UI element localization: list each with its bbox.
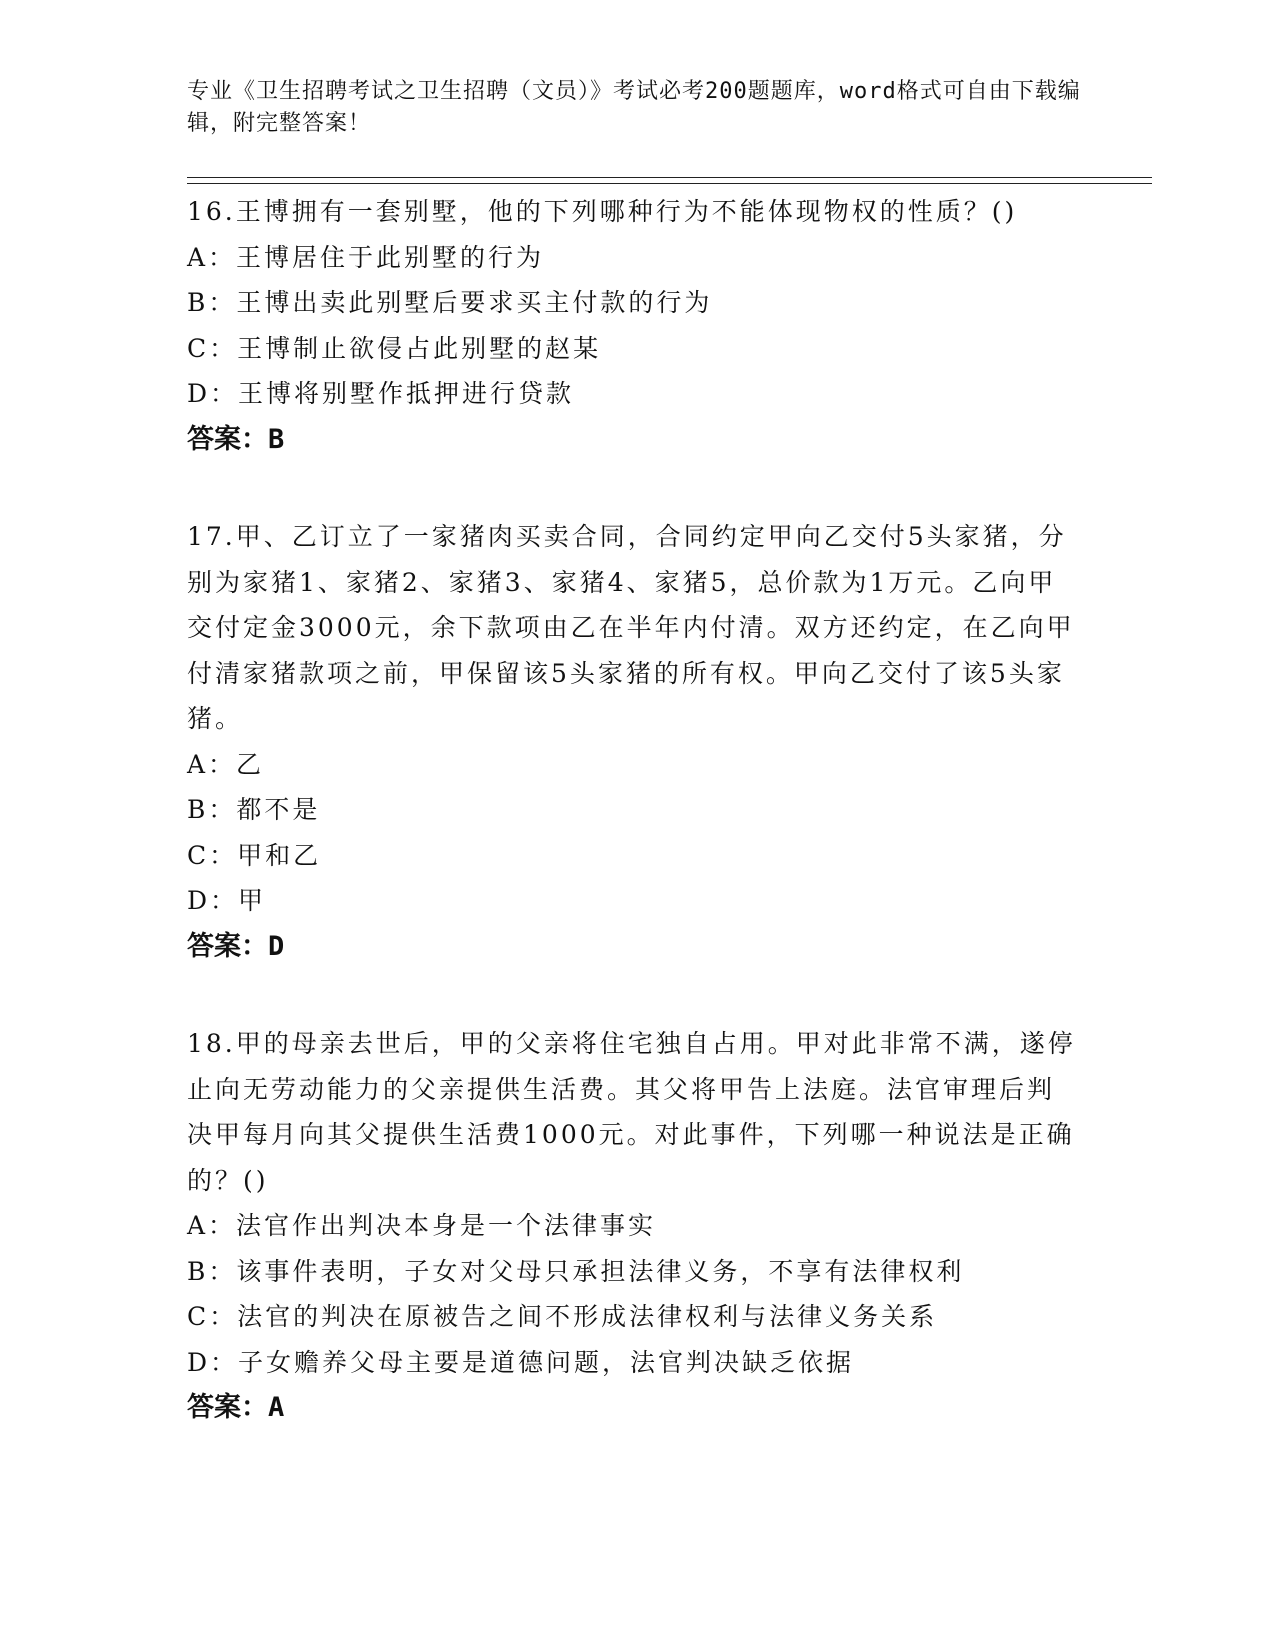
option-a: A：乙: [187, 749, 265, 779]
question-18: [187, 1021, 1077, 1431]
header-divider-bottom: [187, 183, 1152, 184]
option-b: B：王博出卖此别墅后要求买主付款的行为: [187, 288, 713, 317]
answer-line: 答案：D: [187, 930, 285, 962]
header-divider-top: [187, 177, 1152, 178]
option-d: D：甲: [187, 886, 267, 915]
option-a: A：法官作出判决本身是一个法律事实: [187, 1211, 657, 1240]
option-a: A：王博居住于此别墅的行为: [187, 242, 545, 272]
option-c: C：法官的判决在原被告之间不形成法律权利与法律义务关系: [187, 1302, 938, 1331]
document-intro: 专业《卫生招聘考试之卫生招聘（文员）》考试必考200题题库，word格式可自由下载编辑，附完整答案！: [187, 79, 1081, 136]
option-b: B：都不是: [187, 795, 321, 824]
question-stem: 16.王博拥有一套别墅，他的下列哪种行为不能体现物权的性质？(): [187, 197, 1018, 226]
option-c: C：王博制止欲侵占此别墅的赵某: [187, 333, 602, 363]
question-17: [187, 514, 1077, 969]
question-list: [187, 189, 1077, 1483]
question-stem: 17.甲、乙订立了一家猪肉买卖合同，合同约定甲向乙交付5头家猪，分别为家猪1、家猪2、家猪3、家猪4、家猪5，总价款为1万元。乙向甲交付定金3000元，余下款项由乙在半年内付清。双方还约定，在乙向甲付清家猪款项之前，甲保留该5头家猪的所有权。甲向乙交付了该5头家猪。: [187, 522, 1075, 733]
answer-line: 答案：B: [187, 423, 285, 455]
question-stem: 18.甲的母亲去世后，甲的父亲将住宅独自占用。甲对此非常不满，遂停止向无劳动能力的父亲提供生活费。其父将甲告上法庭。法官审理后判决甲每月向其父提供生活费1000元。对此事件，下列哪一种说法是正确的？(): [187, 1029, 1076, 1195]
option-b: B：该事件表明，子女对父母只承担法律义务，不享有法律权利: [187, 1256, 965, 1286]
option-c: C：甲和乙: [187, 840, 322, 870]
answer-line: 答案：A: [187, 1392, 285, 1423]
option-d: D：王博将别墅作抵押进行贷款: [187, 379, 575, 408]
option-d: D：子女赡养父母主要是道德问题，法官判决缺乏依据: [187, 1347, 855, 1377]
question-16: [187, 189, 1077, 462]
